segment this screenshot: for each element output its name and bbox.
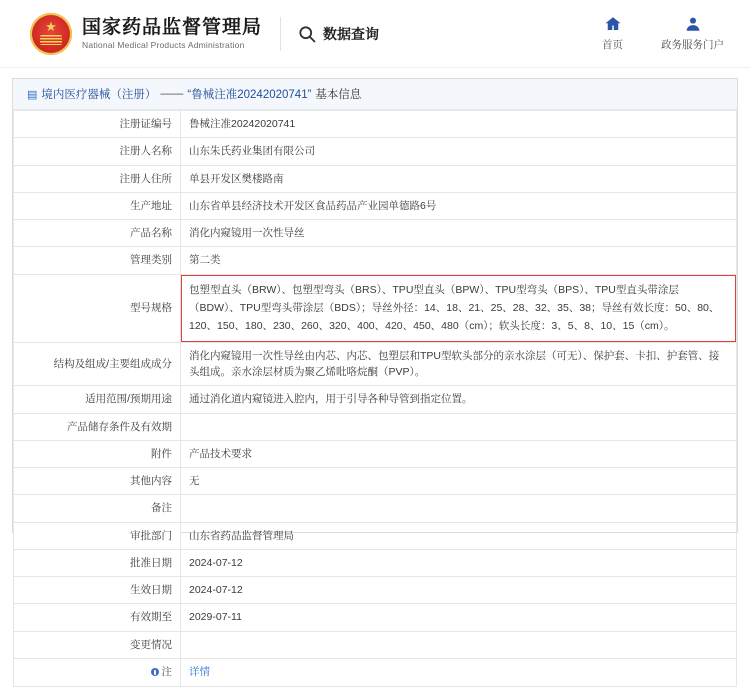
- row-value: 消化内窥镜用一次性导丝: [181, 220, 737, 247]
- table-row: [14, 522, 737, 549]
- table-row: [14, 192, 737, 219]
- row-value: 无: [181, 468, 737, 495]
- header-nav: [602, 15, 724, 52]
- breadcrumb-section[interactable]: 境内医疗器械（注册）: [41, 89, 157, 101]
- note-value-cell: [181, 658, 737, 686]
- site-title-cn: 国家药品监督管理局: [82, 16, 263, 38]
- header-divider: [280, 17, 281, 51]
- row-label: 生产地址: [14, 192, 181, 219]
- table-row: [14, 138, 737, 165]
- home-icon: [604, 15, 622, 33]
- row-label: 注册人名称: [14, 138, 181, 165]
- row-value: 2024-07-12: [181, 549, 737, 576]
- site-title-en: National Medical Products Administration: [82, 39, 245, 50]
- document-icon: ▤: [27, 88, 38, 101]
- registration-info-table: [13, 110, 737, 687]
- breadcrumb-suffix: 基本信息: [315, 89, 362, 101]
- table-row: [14, 549, 737, 576]
- table-row: [14, 440, 737, 467]
- info-icon: [151, 668, 159, 676]
- table-row-model-spec: [14, 274, 737, 342]
- row-value: 鲁械注准20242020741: [181, 111, 737, 138]
- breadcrumb-separator: ——: [160, 88, 184, 100]
- row-value: 2024-07-12: [181, 577, 737, 604]
- row-label: 注册证编号: [14, 111, 181, 138]
- detail-link[interactable]: 详情: [189, 666, 210, 679]
- row-label: 变更情况: [14, 631, 181, 658]
- data-query-label: 数据查询: [323, 25, 380, 42]
- row-label: 产品名称: [14, 220, 181, 247]
- row-label: 有效期至: [14, 604, 181, 631]
- row-value: 山东省药品监督管理局: [181, 522, 737, 549]
- table-row: [14, 413, 737, 440]
- row-value: 山东朱氏药业集团有限公司: [181, 138, 737, 165]
- table-row: [14, 631, 737, 658]
- breadcrumb: [13, 79, 737, 110]
- table-row: [14, 495, 737, 522]
- row-value: 山东省单县经济技术开发区食品药品产业园单德路6号: [181, 192, 737, 219]
- row-label: 结构及组成/主要组成成分: [14, 342, 181, 386]
- user-icon: [684, 15, 702, 33]
- table-row: [14, 247, 737, 274]
- detail-panel: [12, 78, 738, 679]
- data-query-button[interactable]: [297, 24, 379, 44]
- row-value: 产品技术要求: [181, 440, 737, 467]
- table-row: [14, 468, 737, 495]
- table-row: [14, 165, 737, 192]
- row-label: 型号规格: [14, 274, 181, 342]
- breadcrumb-record: “鲁械注准20242020741”: [187, 89, 312, 101]
- nav-item-home-label: 首页: [602, 39, 623, 51]
- row-label: 其他内容: [14, 468, 181, 495]
- table-row: [14, 577, 737, 604]
- site-header: [0, 0, 750, 68]
- row-value: [181, 631, 737, 658]
- row-label: 注册人住所: [14, 165, 181, 192]
- table-row: [14, 111, 737, 138]
- table-row: [14, 342, 737, 386]
- nav-item-portal-label: 政务服务门户: [661, 39, 724, 51]
- row-value: [181, 495, 737, 522]
- row-label: 产品储存条件及有效期: [14, 413, 181, 440]
- row-value: [181, 413, 737, 440]
- row-value: 包塑型直头（BRW）、包塑型弯头（BRS）、TPU型直头（BPW）、TPU型弯头（BPS）、TPU型直头带涂层（BDW）、TPU型弯头带涂层（BDS）；导丝外径：14、18、21、25、28、32、35、38；导丝有效长度：50、80、120、150、180、230、260、320、400、420、450、480（cm）；软头长度：3、5、8、10、15（cm）。: [181, 274, 737, 342]
- row-label: 备注: [14, 495, 181, 522]
- row-value: 通过消化道内窥镜进入腔内，用于引导各种导管到指定位置。: [181, 386, 737, 413]
- search-icon: [297, 24, 317, 44]
- table-row-note: [14, 658, 737, 686]
- row-value: 第二类: [181, 247, 737, 274]
- row-label: 管理类别: [14, 247, 181, 274]
- row-value: 消化内窥镜用一次性导丝由内芯、内芯、包塑层和TPU型软头部分的亲水涂层（可无）、保护套、卡扣、护套管、接头组成。亲水涂层材质为聚乙烯吡咯烷酮（PVP）。: [181, 342, 737, 386]
- national-emblem-icon: [30, 13, 72, 55]
- note-label-cell: [14, 658, 181, 686]
- note-label: 注: [161, 665, 172, 678]
- nav-item-home[interactable]: [602, 15, 623, 52]
- row-label: 审批部门: [14, 522, 181, 549]
- table-row: [14, 386, 737, 413]
- site-title-block: [82, 17, 262, 51]
- row-label: 生效日期: [14, 577, 181, 604]
- row-label: 批准日期: [14, 549, 181, 576]
- row-value: 单县开发区樊楼路南: [181, 165, 737, 192]
- table-row: [14, 604, 737, 631]
- row-label: 附件: [14, 440, 181, 467]
- nav-item-portal[interactable]: [661, 15, 724, 52]
- table-row: [14, 220, 737, 247]
- row-value: 2029-07-11: [181, 604, 737, 631]
- row-label: 适用范围/预期用途: [14, 386, 181, 413]
